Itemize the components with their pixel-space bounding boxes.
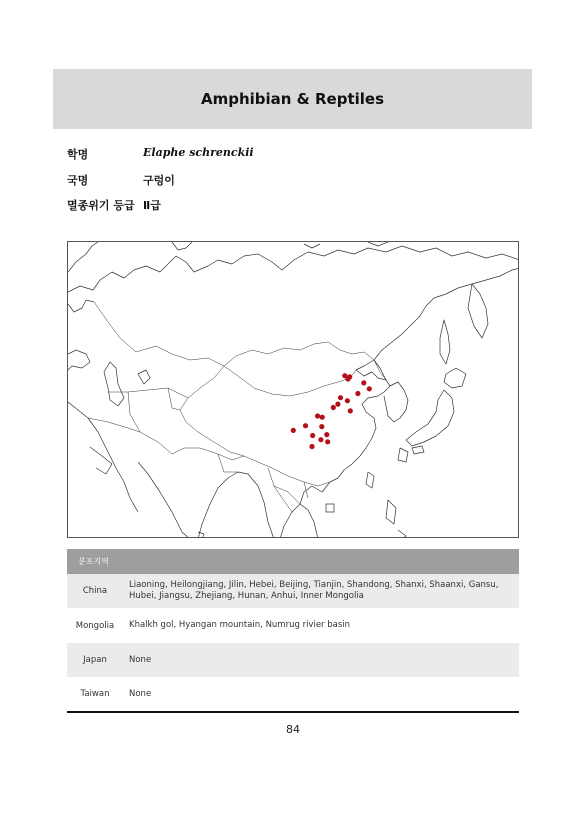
occurrence-marker — [310, 433, 315, 438]
regions-cell: None — [129, 688, 152, 699]
hokkaido — [444, 368, 466, 388]
occurrence-marker — [319, 424, 324, 429]
regions-cell: Khalkh gol, Hyangan mountain, Numrug rivier basin — [129, 620, 351, 630]
central-asia-borders — [88, 388, 188, 454]
southeast-asia-coast — [248, 474, 318, 538]
russian-far-east-coast — [374, 268, 519, 360]
persian-gulf — [90, 447, 112, 474]
mongolia-border — [224, 342, 374, 396]
regions-cell: None — [123, 643, 519, 677]
korean-name-value: 구렁이 — [143, 174, 175, 187]
occurrence-marker — [345, 376, 350, 381]
arctic-coastline — [68, 246, 519, 292]
scientific-name-value: Elaphe schrenckii — [143, 146, 254, 159]
hainan — [326, 504, 334, 512]
occurrence-marker — [335, 402, 340, 407]
header-band — [53, 69, 532, 129]
occurrence-marker — [303, 423, 308, 428]
occurrence-marker — [309, 444, 314, 449]
occurrence-marker — [355, 391, 360, 396]
distribution-map-svg — [68, 242, 519, 538]
table-row — [67, 643, 519, 677]
page-title: Amphibian & Reptiles — [200, 90, 385, 108]
occurrence-marker — [338, 395, 343, 400]
country-cell: Japan — [67, 643, 123, 677]
endangered-grade-label: 멸종위기 등급 — [67, 199, 135, 212]
table-row — [67, 574, 519, 608]
endangered-grade-value: Ⅱ급 — [143, 199, 161, 212]
distribution-header: 분포지역 — [67, 549, 519, 574]
shikoku — [412, 446, 424, 454]
distribution-map — [67, 241, 519, 538]
marker-layer — [291, 373, 372, 449]
occurrence-marker — [361, 380, 366, 385]
occurrence-marker — [315, 413, 320, 418]
country-cell: China — [67, 574, 123, 608]
regions-cell: Liaoning, Heilongjiang, Jilin, Hebei, Beijing, Tianjin, Shandong, Shanxi, Shaanxi, Gansu, Hubei, Jiangsu, Zhejiang, Hunan, Anhui, Inner Mongolia — [123, 574, 519, 608]
caspian-sea — [104, 362, 124, 406]
occurrence-marker — [367, 386, 372, 391]
korea-peninsula — [356, 360, 408, 422]
occurrence-marker — [324, 432, 329, 437]
kyushu — [398, 448, 408, 462]
arctic-island-2 — [368, 242, 388, 246]
novaya-zemlya — [172, 242, 192, 250]
country-cell: Taiwan — [80, 689, 110, 699]
table-row — [67, 608, 519, 643]
russia-kazakhstan-border — [94, 302, 224, 366]
bottom-rule — [67, 711, 519, 713]
aral-sea — [138, 370, 150, 384]
south-asia-borders — [172, 448, 308, 512]
occurrence-marker — [325, 439, 330, 444]
country-cell: Mongolia — [75, 620, 115, 631]
occurrence-marker — [331, 405, 336, 410]
occurrence-marker — [291, 428, 296, 433]
occurrence-marker — [320, 415, 325, 420]
scientific-name-label: 학명 — [67, 148, 89, 161]
page-number: 84 — [286, 723, 300, 736]
taiwan — [366, 472, 374, 488]
black-sea-coast — [68, 350, 90, 370]
distribution-header-row — [67, 549, 519, 574]
sakhalin — [440, 320, 450, 364]
kamchatka — [468, 284, 488, 338]
arctic-island-1 — [304, 244, 320, 248]
india-coast — [138, 462, 248, 538]
honshu — [406, 390, 454, 446]
philippines — [386, 500, 406, 538]
scandinavia — [68, 242, 98, 312]
distribution-table — [67, 549, 519, 711]
table-row — [67, 677, 519, 711]
occurrence-marker — [345, 398, 350, 403]
occurrence-marker — [318, 437, 323, 442]
occurrence-marker — [348, 408, 353, 413]
korean-name-label: 국명 — [67, 174, 89, 187]
china-coast — [330, 370, 390, 482]
